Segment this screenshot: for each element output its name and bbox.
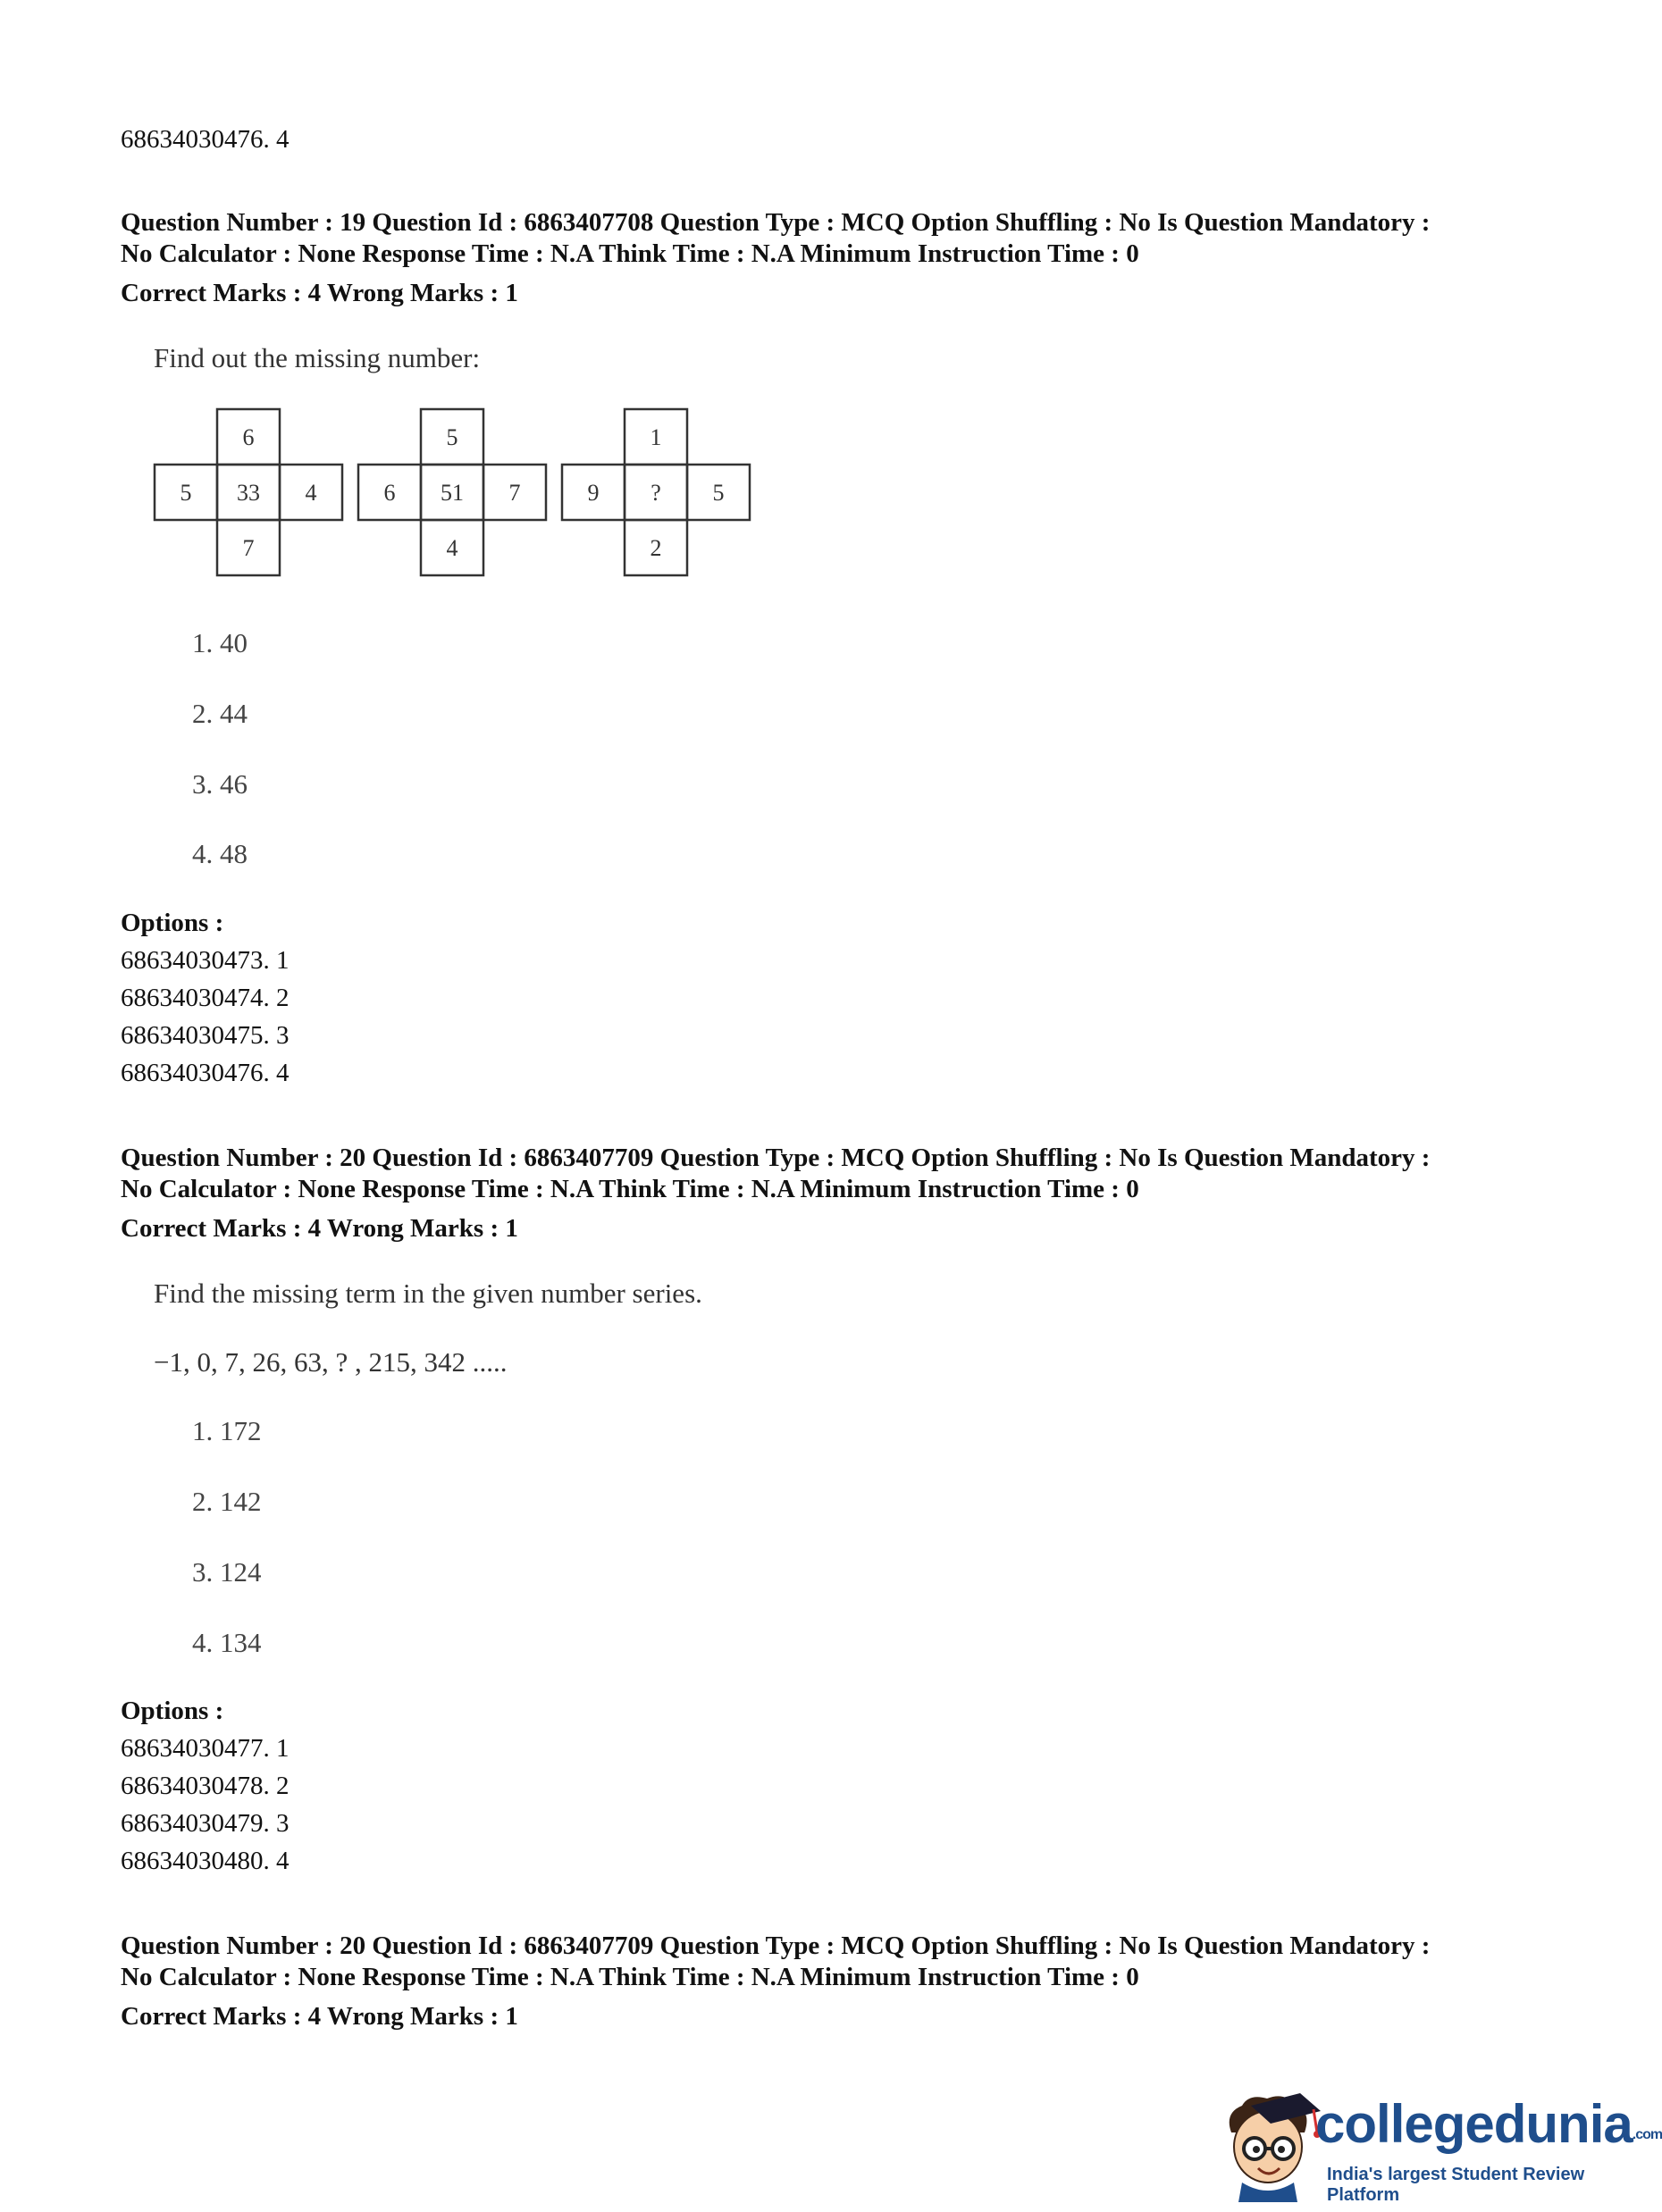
cross-1-value-bottom: 7 xyxy=(242,535,255,561)
q20-repeat-marks: Correct Marks : 4 Wrong Marks : 1 xyxy=(121,2002,518,2031)
q19-header xyxy=(121,207,1532,270)
q20-repeat-header-line2: No Calculator : None Response Time : N.A Think Time : N.A Minimum Instruction Time : 0 xyxy=(121,1963,1139,1991)
cross-2-value-right: 7 xyxy=(508,480,521,506)
q20-series: −1, 0, 7, 26, 63, ? , 215, 342 ..... xyxy=(154,1346,508,1378)
q20-stem: Find the missing term in the given number series. xyxy=(154,1278,702,1309)
q20-option-2: 68634030478. 2 xyxy=(121,1772,290,1800)
q20-header-line2: No Calculator : None Response Time : N.A Think Time : N.A Minimum Instruction Time : 0 xyxy=(121,1175,1139,1203)
q19-figure xyxy=(152,406,768,599)
q19-choice-2: 2. 44 xyxy=(192,698,248,729)
cross-3-value-right: 5 xyxy=(712,480,725,506)
q20-option-4: 68634030480. 4 xyxy=(121,1847,290,1875)
cross-3-value-top: 1 xyxy=(650,424,662,450)
q19-option-1: 68634030473. 1 xyxy=(121,946,290,975)
logo-name: collegedunia xyxy=(1315,2094,1633,2154)
logo-suffix: .com xyxy=(1632,2127,1662,2142)
q20-choice-1: 1. 172 xyxy=(192,1415,262,1446)
q20-options-label: Options : xyxy=(121,1697,224,1725)
q20-marks: Correct Marks : 4 Wrong Marks : 1 xyxy=(121,1214,518,1243)
q20-choice-3: 3. 124 xyxy=(192,1556,262,1588)
cross-3-value-center: ? xyxy=(651,480,661,506)
q20-options xyxy=(121,1692,290,1880)
q19-option-3: 68634030475. 3 xyxy=(121,1021,290,1050)
q20-option-1: 68634030477. 1 xyxy=(121,1734,290,1763)
cross-1-value-right: 4 xyxy=(305,480,317,506)
q19-choice-1: 1. 40 xyxy=(192,627,248,658)
cross-1-value-top: 6 xyxy=(242,424,255,450)
q20-repeat-header-line1: Question Number : 20 Question Id : 6863407709 Question Type : MCQ Option Shuffling : No Is Question Mandatory : xyxy=(121,1931,1431,1960)
cross-2-value-top: 5 xyxy=(446,424,458,450)
cross-2-value-center: 51 xyxy=(441,480,464,506)
q20-choice-4: 4. 134 xyxy=(192,1627,262,1658)
cross-1-value-center: 33 xyxy=(237,480,260,506)
q20-header xyxy=(121,1143,1532,1205)
q19-options xyxy=(121,904,290,1092)
cross-2-value-left: 6 xyxy=(383,480,396,506)
q19-header-line2: No Calculator : None Response Time : N.A Think Time : N.A Minimum Instruction Time : 0 xyxy=(121,239,1139,268)
q19-stem: Find out the missing number: xyxy=(154,342,481,373)
q19-marks: Correct Marks : 4 Wrong Marks : 1 xyxy=(121,279,518,307)
q20-header-line1: Question Number : 20 Question Id : 6863407709 Question Type : MCQ Option Shuffling : No Is Question Mandatory : xyxy=(121,1144,1431,1172)
logo-tagline: India's largest Student Review Platform xyxy=(1327,2165,1585,2205)
cross-3-value-left: 9 xyxy=(587,480,600,506)
q19-option-4: 68634030476. 4 xyxy=(121,1059,290,1087)
cross-2-value-bottom: 4 xyxy=(446,535,458,561)
q19-header-line1: Question Number : 19 Question Id : 6863407708 Question Type : MCQ Option Shuffling : No Is Question Mandatory : xyxy=(121,208,1431,237)
cross-1-value-left: 5 xyxy=(180,480,192,506)
q19-option-2: 68634030474. 2 xyxy=(121,984,290,1012)
q19-options-label: Options : xyxy=(121,909,224,937)
q20-repeat-header xyxy=(121,1931,1532,1993)
cross-3-value-bottom: 2 xyxy=(650,535,662,561)
previous-option-line: 68634030476. 4 xyxy=(121,125,290,154)
logo-wordmark xyxy=(1315,2093,1662,2155)
q19-choice-4: 4. 48 xyxy=(192,838,248,869)
q20-choice-2: 2. 142 xyxy=(192,1486,262,1517)
q20-option-3: 68634030479. 3 xyxy=(121,1809,290,1838)
q19-choice-3: 3. 46 xyxy=(192,768,248,800)
collegedunia-logo xyxy=(1215,2086,1662,2207)
mascot-icon xyxy=(1215,2086,1322,2202)
